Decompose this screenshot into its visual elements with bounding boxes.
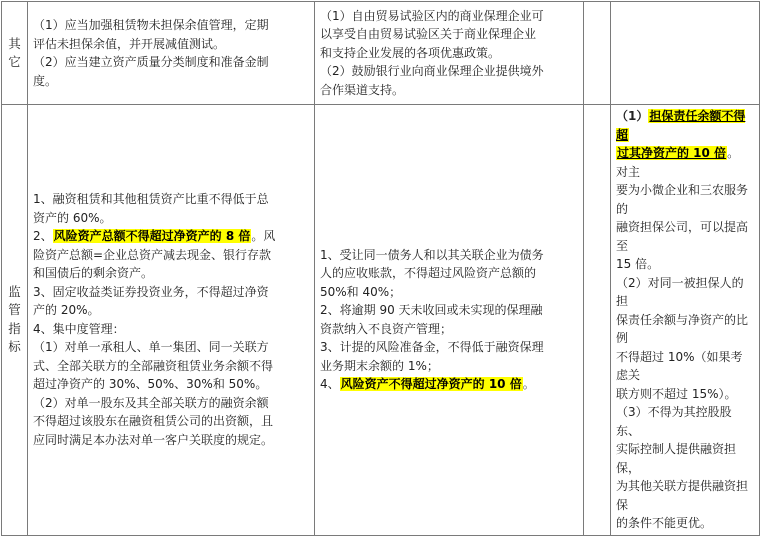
cell-text-line: （1）自由贸易试验区内的商业保理企业可 <box>320 8 544 23</box>
text-run: 。 对主 <box>616 146 740 179</box>
highlighted-text: 风险资产不得超过净资产的 10 倍 <box>340 377 522 392</box>
cell-supervision-col-b <box>315 105 584 536</box>
cell-other-col-c <box>584 2 611 105</box>
cell-text-line: 合作渠道支持。 <box>320 82 405 97</box>
table-row-supervision <box>2 105 760 536</box>
row-label-char: 管 <box>8 302 21 318</box>
cell-text-line: 超过净资产的 30%、50%、30%和 50%。 <box>33 377 268 392</box>
cell-supervision-col-d <box>611 105 760 536</box>
cell-text-line: 产的 20%。 <box>33 303 100 318</box>
cell-text-line: 度。 <box>33 73 58 88</box>
text-run: 2、 <box>33 229 53 244</box>
cell-text-line: 不得超过 10%（如果考虑关 <box>616 349 743 382</box>
cell-text-line: 实际控制人提供融资担保， <box>616 442 737 475</box>
cell-text-line: 3、固定收益类证券投资业务，不得超过净资 <box>33 284 269 299</box>
cell-supervision-col-c <box>584 105 611 536</box>
cell-text-line: 评估未担保余值，并开展减值测试。 <box>33 36 226 51</box>
row-label-char: 指 <box>8 320 21 336</box>
highlighted-text: 过其净资产的 10 倍 <box>617 146 727 160</box>
cell-text-line: 4、集中度管理： <box>33 321 125 336</box>
cell-text-line: 和支持企业发展的各项优惠政策。 <box>320 45 501 60</box>
cell-text-line: 要为小微企业和三农服务的 <box>616 183 749 216</box>
text-run: 4、 <box>320 377 340 392</box>
cell-text-line: 应同时满足本办法对单一客户关联度的规定。 <box>33 432 274 447</box>
cell-text-line: 资款纳入不良资产管理； <box>320 321 453 336</box>
cell-supervision-col-a <box>28 105 315 536</box>
cell-text-line: 保责任余额与净资产的比例 <box>616 312 749 345</box>
cell-other-col-a <box>28 2 315 105</box>
row-label-char: 标 <box>8 339 21 355</box>
cell-text-line: 以享受自由贸易试验区关于商业保理企业 <box>320 27 537 42</box>
table-row-other <box>2 2 760 105</box>
cell-text-line: （1）对单一承租人、单一集团、同一关联方 <box>33 340 269 355</box>
text-run: （1） <box>616 109 649 123</box>
cell-text-line: 险资产总额=企业总资产减去现金、银行存款 <box>33 247 272 262</box>
row-label-char: 监 <box>8 283 21 299</box>
highlighted-text: 风险资产总额不得超过净资产的 8 倍 <box>53 229 251 244</box>
cell-text-line: （2）对单一股东及其全部关联方的融资余额 <box>33 395 269 410</box>
cell-text-line: （2）鼓励银行业向商业保理企业提供境外 <box>320 64 544 79</box>
text-run: 。 <box>522 377 535 392</box>
cell-text-line: 式、全部关联方的全部融资租赁业务余额不得 <box>33 358 274 373</box>
cell-text-line: 1、融资租赁和其他租赁资产比重不得低于总 <box>33 192 269 207</box>
cell-text-line: 1、受让同一债务人和以其关联企业为债务 <box>320 247 544 262</box>
cell-other-col-b <box>315 2 584 105</box>
cell-text-line <box>33 227 309 246</box>
cell-other-col-d <box>611 2 760 105</box>
row-label-char: 它 <box>8 54 21 69</box>
cell-text-line: （1）应当加强租赁物未担保余值管理，定期 <box>33 18 269 32</box>
cell-text-line: 业务期末余额的 1%； <box>320 358 439 373</box>
cell-text-line: 50%和 40%； <box>320 284 402 299</box>
cell-text-line: 的条件不能更优。 <box>616 516 713 530</box>
cell-text-line: 融资担保公司，可以提高至 <box>616 220 749 253</box>
cell-text-line: 3、计提的风险准备金，不得低于融资保理 <box>320 340 544 355</box>
cell-text-line: 资产的 60%。 <box>33 210 112 225</box>
cell-text-line: 联方则不超过 15%）。 <box>616 386 737 401</box>
cell-text-line: 和国债后的剩余资产。 <box>33 266 154 281</box>
cell-text-line: （2）应当建立资产质量分类制度和准备金制 <box>33 55 269 69</box>
row-label-supervision <box>2 105 28 536</box>
row-label-other <box>2 2 28 105</box>
cell-text-line: （3）不得为其控股股东、 <box>616 405 732 438</box>
cell-text-line: 为其他关联方提供融资担保 <box>616 479 749 512</box>
cell-text-line <box>616 144 754 181</box>
cell-text-line: 人的应收账款，不得超过风险资产总额的 <box>320 266 537 281</box>
cell-text-line <box>320 375 578 394</box>
cell-text-line: 2、将逾期 90 天未收回或未实现的保理融 <box>320 303 543 318</box>
cell-text-line <box>616 107 754 144</box>
highlighted-text: 担保责任余额不得超 <box>616 109 746 142</box>
text-run: 。风 <box>251 229 276 244</box>
cell-text-line: （2）对同一被担保人的担 <box>616 275 744 308</box>
cell-text-line: 不得超过该股东在融资租赁公司的出资额，且 <box>33 414 274 429</box>
comparison-table <box>1 1 760 536</box>
row-label-char: 其 <box>8 35 21 51</box>
cell-text-line: 15 倍。 <box>616 257 660 271</box>
